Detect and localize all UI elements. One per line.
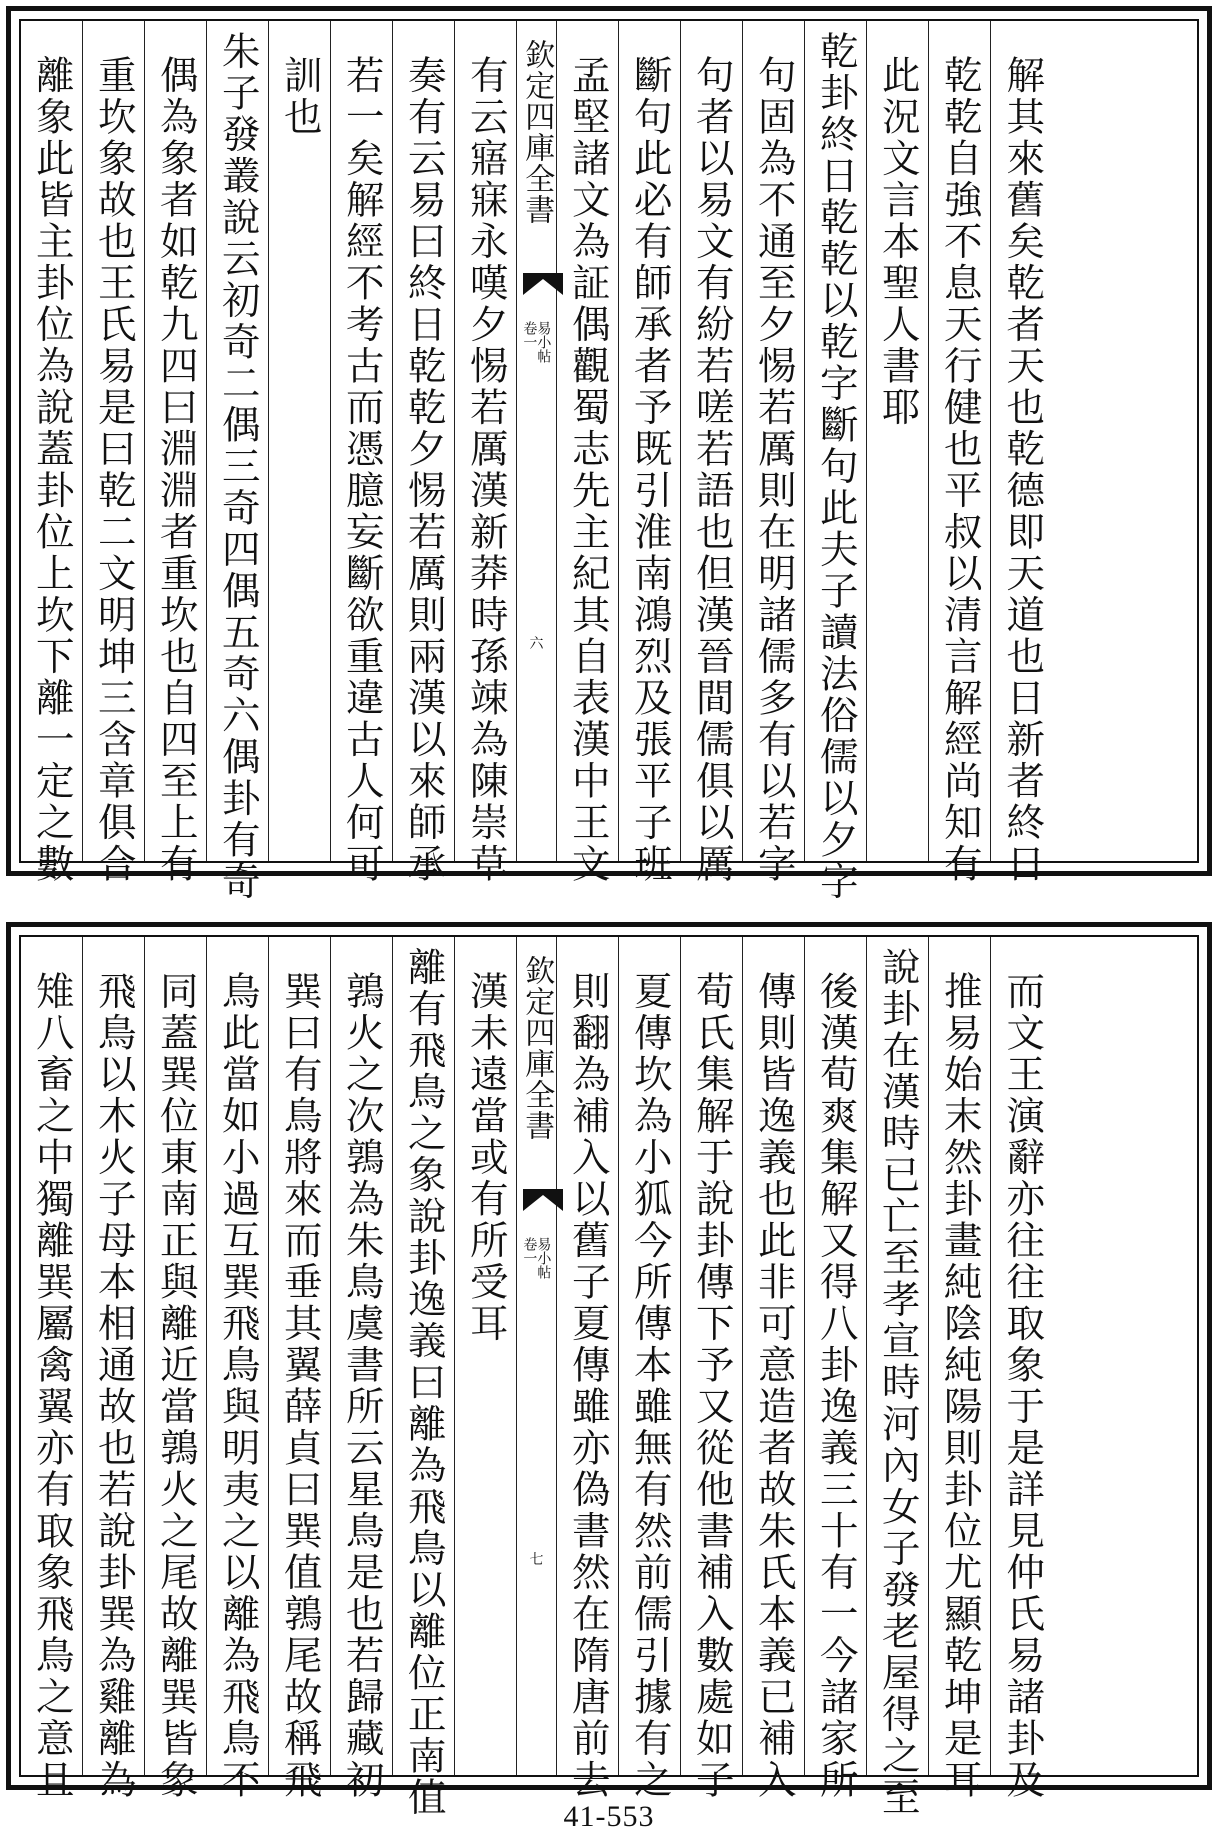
column-text: 則翻為補入以舊子夏傳雖亦偽書然在隋唐前去	[565, 971, 611, 1801]
top-right-col-3	[867, 21, 929, 861]
column-text: 漢未遠當或有所受耳	[463, 971, 509, 1345]
top-left-col-6	[145, 21, 207, 885]
top-right-col-5	[743, 21, 805, 885]
column-text: 荀氏集解于說卦傳下予又從他書補入數處如子	[689, 971, 735, 1801]
top-right-col-4	[805, 21, 867, 903]
bottom-right-col-6	[681, 937, 743, 1801]
column-text: 離有飛鳥之象說卦逸義曰離為飛鳥以離位正南值	[401, 947, 447, 1819]
banxin-book: 易小帖	[535, 321, 552, 363]
column-text: 飛鳥以木火子母本相通故也若說卦巽為雞離為	[91, 971, 137, 1801]
bottom-right-col-4	[805, 937, 867, 1801]
bottom-left-col-2	[393, 937, 455, 1819]
top-page	[6, 6, 1212, 903]
column-text: 後漢荀爽集解又得八卦逸義三十有一今諸家所	[813, 971, 859, 1801]
column-text: 孟堅諸文為証偶觀蜀志先主紀其自表漢中王文	[565, 55, 611, 885]
bottom-left-col-1	[455, 937, 517, 1775]
column-text: 乾乾自強不息天行健也平叔以清言解經尚知有	[937, 55, 983, 885]
column-text: 解其來舊矣乾者天也乾德即天道也日新者終日	[1000, 55, 1046, 885]
column-text: 雉八畜之中獨離巽屬禽翼亦有取象飛鳥之意且	[29, 971, 75, 1801]
top-left-col-1	[455, 21, 517, 885]
banxin-page-number: 六	[529, 636, 544, 652]
column-text: 巽曰有鳥將來而垂其翼薛貞曰巽值鶉尾故稱飛	[277, 971, 323, 1801]
column-text: 奏有云易曰終日乾乾夕惕若厲則兩漢以來師承	[401, 55, 447, 885]
bottom-left-col-8	[21, 937, 83, 1801]
top-left-col-4	[269, 21, 331, 861]
column-text: 鶉火之次鶉為朱鳥虞書所云星鳥是也若歸藏初	[339, 971, 385, 1801]
top-left-col-2	[393, 21, 455, 885]
top-page-frame	[19, 19, 1199, 903]
bottom-right-col-5	[743, 937, 805, 1801]
bottom-banxin	[517, 937, 557, 1775]
top-right-col-6	[681, 21, 743, 885]
column-text: 句者以易文有紛若嗟若語也但漢晉間儒俱以厲	[689, 55, 735, 885]
banxin-book: 易小帖	[535, 1237, 552, 1279]
column-text: 傳則皆逸義也此非可意造者故朱氏本義已補入	[751, 971, 797, 1801]
page-code: 41-553	[563, 1800, 655, 1833]
bottom-left-col-6	[145, 937, 207, 1801]
bottom-left-col-7	[83, 937, 145, 1801]
column-text: 同蓋巽位東南正與離近當鶉火之尾故離巽皆象	[153, 971, 199, 1801]
top-left-col-5	[207, 21, 269, 903]
bottom-right-col-8	[557, 937, 619, 1801]
column-text: 句固為不通至夕惕若厲則在明諸儒多有以若字	[751, 55, 797, 885]
column-text: 推易始末然卦畫純陰純陽則卦位尤顯乾坤是耳	[937, 971, 983, 1801]
column-text: 訓也	[277, 55, 323, 138]
bottom-right-col-7	[619, 937, 681, 1801]
column-text: 而文王演辭亦往往取象于是詳見仲氏易諸卦及	[1000, 971, 1046, 1801]
top-right-col-1	[991, 21, 1053, 885]
column-text: 此況文言本聖人書耶	[875, 55, 921, 429]
column-text: 鳥此當如小過互巽飛鳥與明夷之以離為飛鳥不	[215, 971, 261, 1801]
bottom-right-col-3	[867, 937, 929, 1819]
top-left-col-3	[331, 21, 393, 885]
top-left-col-8	[21, 21, 83, 885]
bottom-right-col-1	[991, 937, 1053, 1801]
column-text: 有云寤寐永嘆夕惕若厲漢新莽時孫竦為陳崇草	[463, 55, 509, 885]
column-text: 說卦在漢時已亡至孝宣時河內女子發老屋得之至	[875, 947, 921, 1819]
top-right-col-2	[929, 21, 991, 885]
column-text: 乾卦終日乾乾以乾字斷句此夫子讀法俗儒以夕字	[813, 31, 859, 903]
banxin-juan: 卷一	[521, 1237, 538, 1265]
bottom-left-col-5	[207, 937, 269, 1801]
banxin-juan: 卷一	[521, 321, 538, 349]
column-text: 若一矣解經不考古而憑臆妄斷欲重違古人何可	[339, 55, 385, 885]
column-text: 斷句此必有師承者予既引淮南鴻烈及張平子班	[627, 55, 673, 885]
bottom-left-col-4	[269, 937, 331, 1801]
column-text: 夏傳坎為小狐今所傳本雖無有然前儒引據有之	[627, 971, 673, 1801]
top-left-col-7	[83, 21, 145, 885]
banxin-title: 欽定四庫全書	[519, 955, 555, 1141]
column-text: 重坎象故也王氏易是曰乾二文明坤三含章俱合	[91, 55, 137, 885]
top-right-col-8	[557, 21, 619, 885]
top-right-col-7	[619, 21, 681, 885]
bottom-right-col-2	[929, 937, 991, 1801]
top-banxin	[517, 21, 557, 861]
banxin-title: 欽定四庫全書	[519, 39, 555, 225]
column-text: 朱子發叢說云初奇二偶三奇四偶五奇六偶卦有奇	[215, 31, 261, 903]
column-text: 離象此皆主卦位為說蓋卦位上坎下離一定之數	[29, 55, 75, 885]
column-text: 偶為象者如乾九四曰淵淵者重坎也自四至上有	[153, 55, 199, 885]
banxin-page-number: 七	[529, 1552, 544, 1568]
bottom-left-col-3	[331, 937, 393, 1801]
